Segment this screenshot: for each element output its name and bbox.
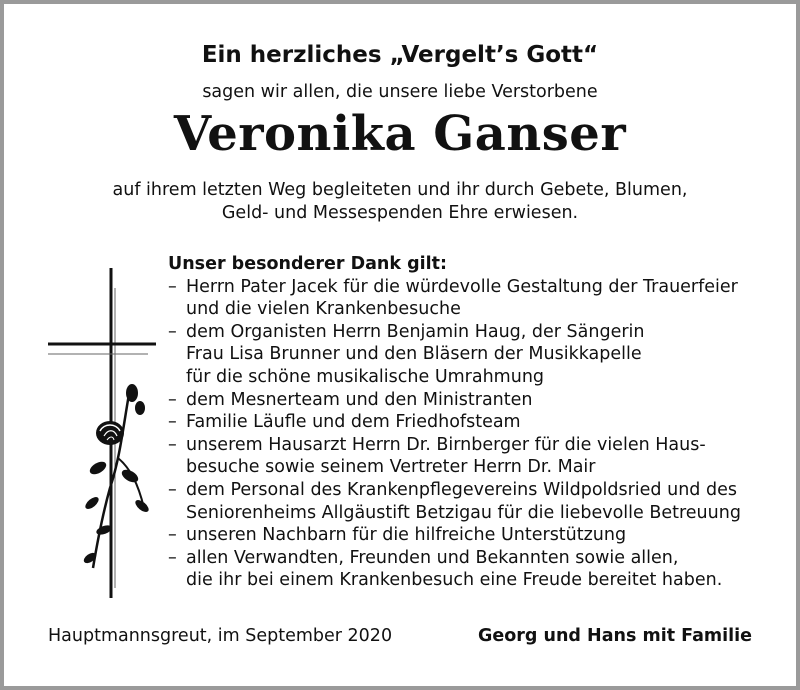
list-item xyxy=(168,524,768,547)
list-item xyxy=(168,434,768,479)
item-line: dem Mesnerteam und den Ministranten xyxy=(186,389,533,410)
item-line: dem Personal des Krankenpflegevereins Wildpoldsried und des xyxy=(186,479,737,500)
list-item xyxy=(168,547,768,592)
dash: – xyxy=(168,276,177,297)
item-line: allen Verwandten, Freunden und Bekannten sowie allen, xyxy=(186,547,679,568)
list-item xyxy=(168,479,768,524)
body-line: Geld- und Messespenden Ehre erwiesen. xyxy=(221,203,579,223)
notice-body xyxy=(0,179,800,225)
item-line: Frau Lisa Brunner und den Bläsern der Musikkapelle xyxy=(186,344,642,365)
item-line: für die schöne musikalische Umrahmung xyxy=(186,366,545,387)
dash: – xyxy=(168,525,177,546)
item-line: besuche sowie seinem Vertreter Herrn Dr. Mair xyxy=(186,457,596,478)
thanks-section xyxy=(168,253,768,592)
cross-with-rose-icon xyxy=(48,268,168,608)
deceased-name: Veronika Ganser xyxy=(173,106,627,162)
item-line: Seniorenheims Allgäustift Betzigau für die liebevolle Betreuung xyxy=(186,502,741,523)
item-line: Herrn Pater Jacek für die würdevolle Gestaltung der Trauerfeier xyxy=(186,276,738,297)
dash: – xyxy=(168,547,177,568)
list-item xyxy=(168,276,768,321)
body-line: auf ihrem letzten Weg begleiteten und ihr durch Gebete, Blumen, xyxy=(112,180,688,200)
item-line: dem Organisten Herrn Benjamin Haug, der Sängerin xyxy=(186,321,645,342)
notice-intro: sagen wir allen, die unsere liebe Verstorbene xyxy=(202,82,598,102)
list-item xyxy=(168,321,768,389)
list-item xyxy=(168,389,768,412)
dash: – xyxy=(168,389,177,410)
dash: – xyxy=(168,321,177,342)
notice-heading: Ein herzliches „Vergelt’s Gott“ xyxy=(201,42,599,68)
thanks-title: Unser besonderer Dank gilt: xyxy=(168,254,448,274)
dash: – xyxy=(168,412,177,433)
item-line: unserem Hausarzt Herrn Dr. Birnberger für die vielen Haus- xyxy=(186,434,706,455)
list-item xyxy=(168,411,768,434)
item-line: die ihr bei einem Krankenbesuch eine Freude bereitet haben. xyxy=(186,570,723,591)
signature: Georg und Hans mit Familie xyxy=(478,626,752,646)
place-date: Hauptmannsgreut, im September 2020 xyxy=(48,626,393,646)
item-line: Familie Läufle und dem Friedhofsteam xyxy=(186,412,521,433)
dash: – xyxy=(168,479,177,500)
dash: – xyxy=(168,434,177,455)
item-line: unseren Nachbarn für die hilfreiche Unterstützung xyxy=(186,525,627,546)
item-line: und die vielen Krankenbesuche xyxy=(186,299,461,320)
